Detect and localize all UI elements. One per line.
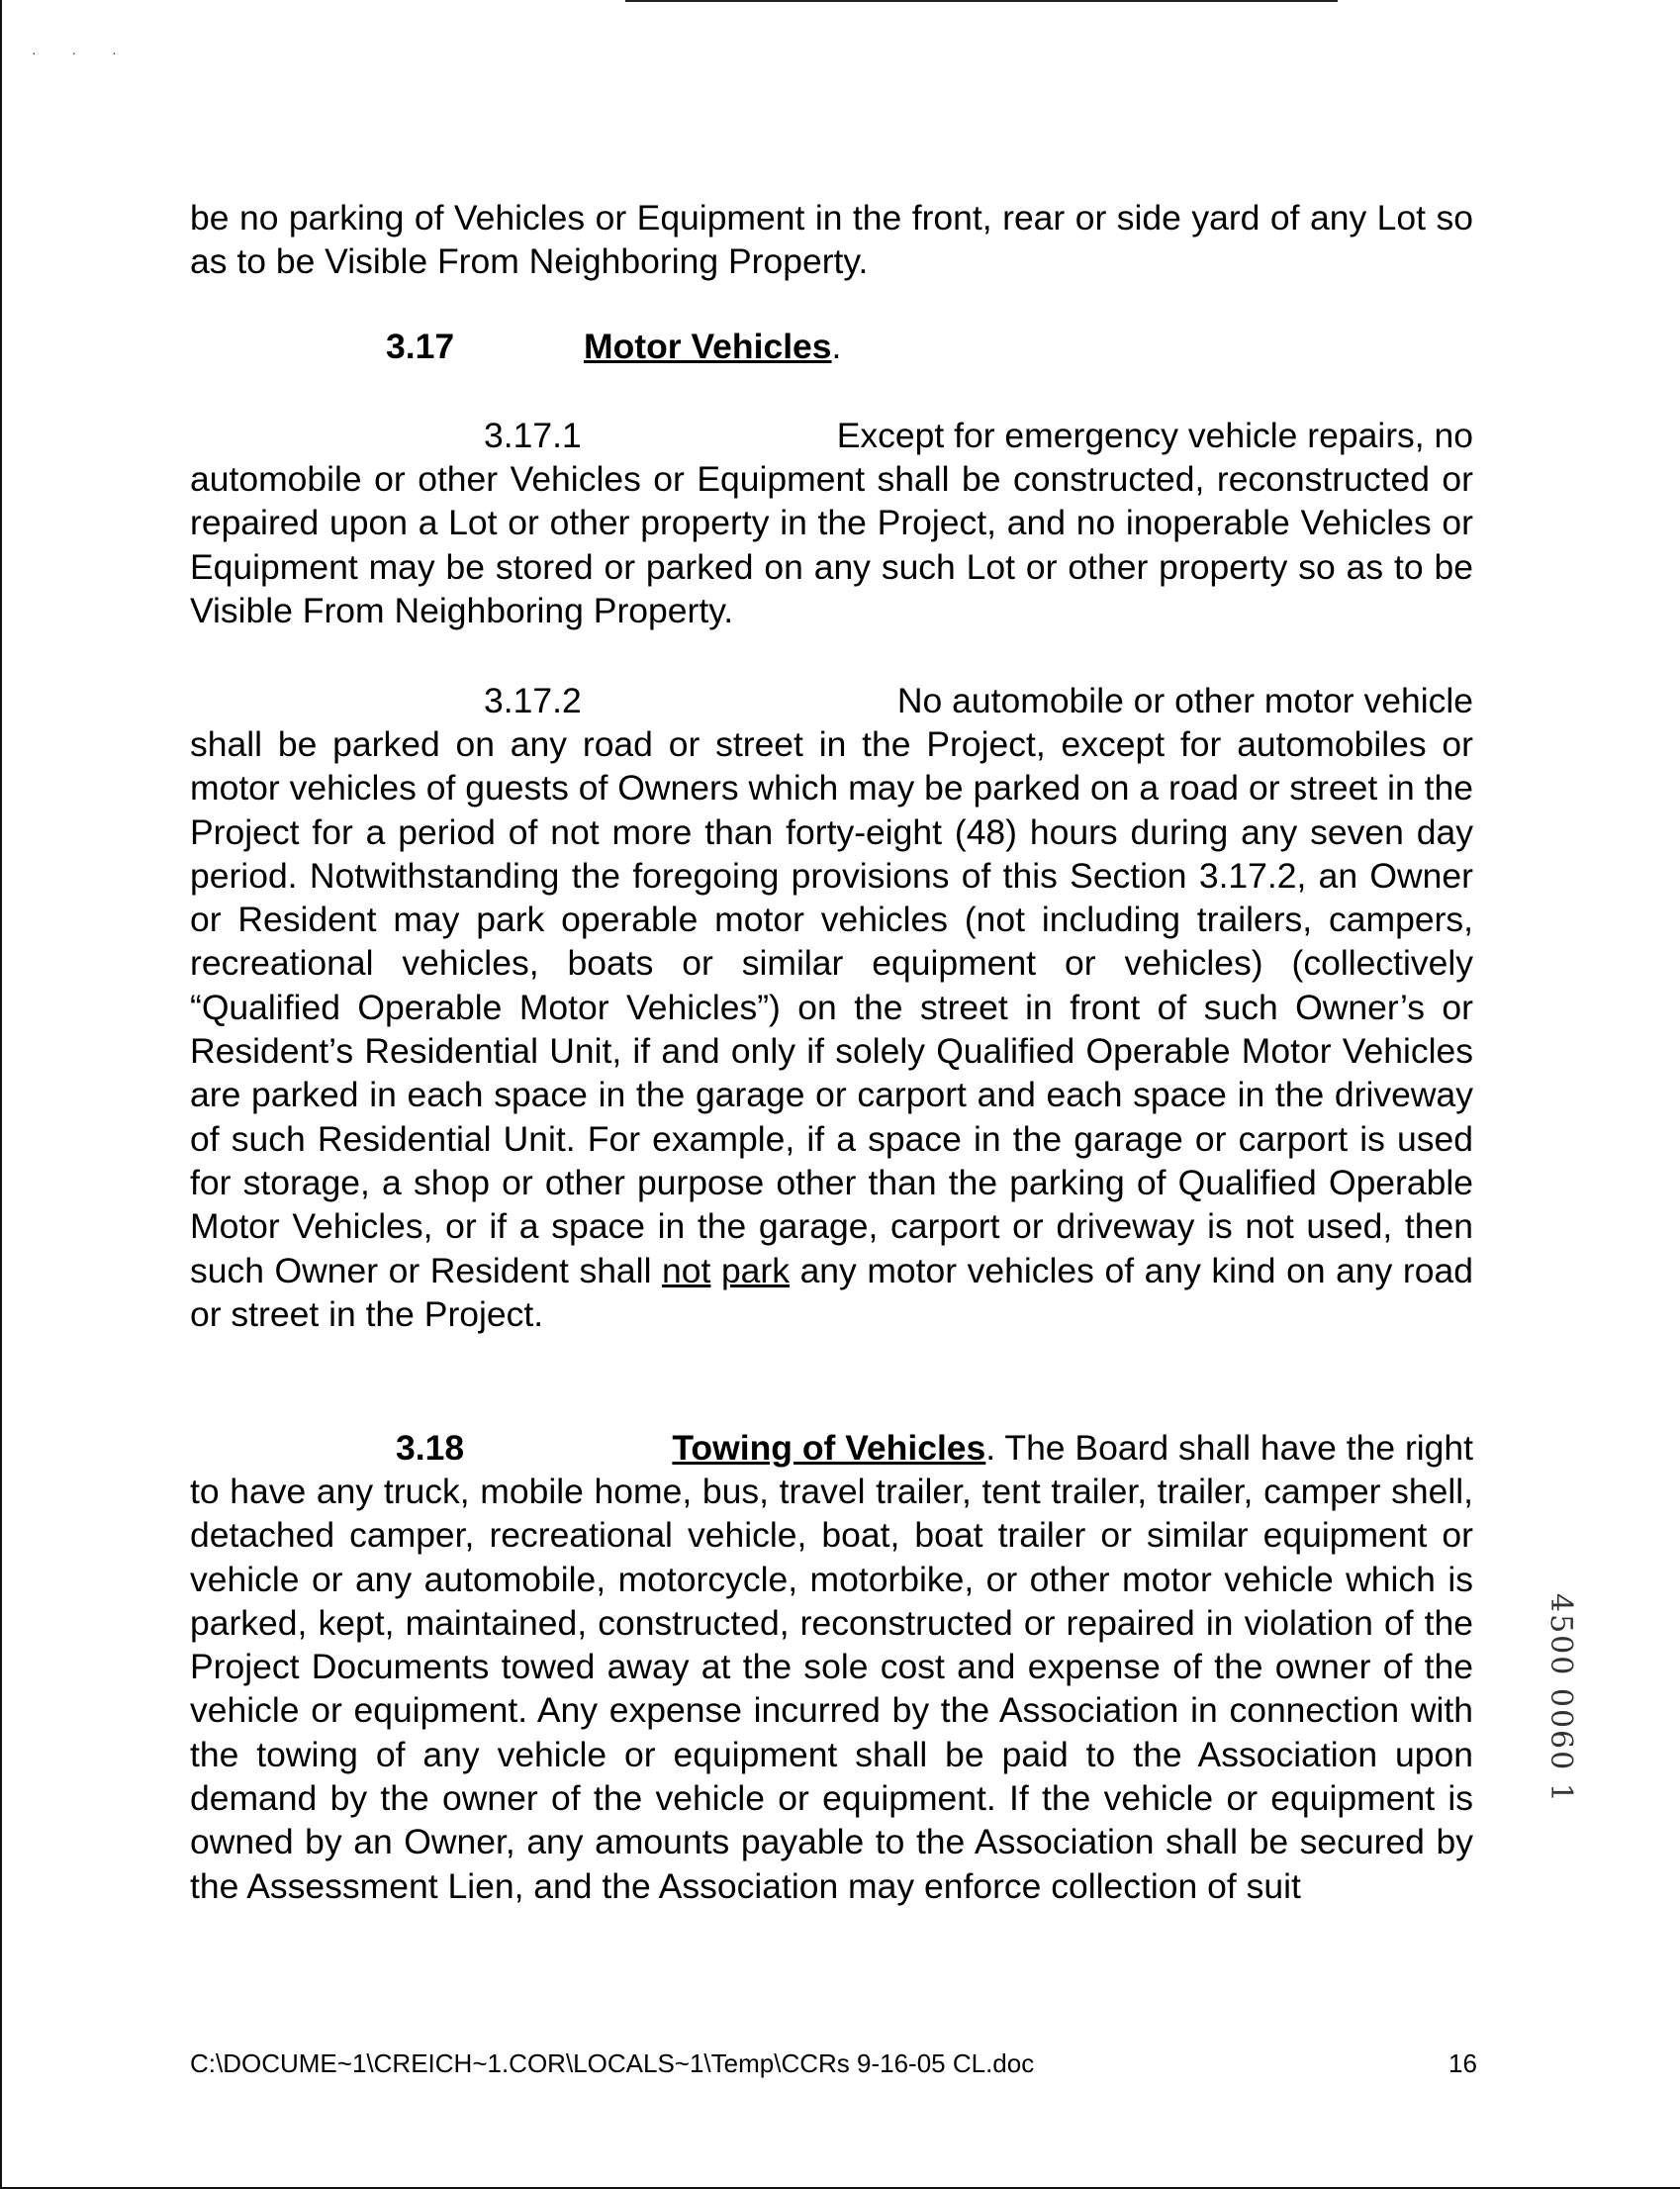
section-title: Motor Vehicles xyxy=(584,327,832,366)
section-number: 3.17 xyxy=(386,327,455,366)
section-title: Towing of Vehicles xyxy=(672,1428,986,1468)
continued-paragraph: be no parking of Vehicles or Equipment in the front, rear or side yard of any Lot so as to be Visible From Neighboring Property. xyxy=(190,198,1473,282)
section-title-period: . xyxy=(831,327,842,366)
footer-file-path: C:\DOCUME~1\CREICH~1.COR\LOCALS~1\Temp\CCRs 9-16-05 CL.doc xyxy=(190,2048,1035,2078)
scan-specks: · · · xyxy=(32,45,133,60)
underlined-not: not xyxy=(662,1250,711,1290)
subsection-first-line-text: Except for emergency vehicle repairs, no xyxy=(836,416,1473,455)
subsection-first-line-text: No automobile or other motor vehicle xyxy=(896,681,1473,720)
document-stamp xyxy=(1543,1593,1588,1870)
subsection-number: 3.17.2 xyxy=(484,681,582,720)
subsection-number: 3.17.1 xyxy=(484,416,582,455)
subsection-3-17-1-text: automobile or other Vehicles or Equipment shall be constructed, reconstructed or repaired upon a Lot or other property in the Project, and no inoperable Vehicles or Equipment may be stored or parked on any such Lot or other property so as to be Visible From Neighboring Property. xyxy=(190,459,1473,630)
text-run: any motor vehicles of any kind on any road or street in the Project. xyxy=(190,1250,1473,1334)
text-run: shall be parked on any road or street in the Project, except for automobiles or motor vehicles of guests of Owners which may be parked on a road or street in the Project for a period of not more than forty-eight (48) hours during any seven day period. Notwithstanding the foregoing provisions of this Section 3.17.2, an Owner or Resident may park operable motor vehicles (not including trailers, campers, recreational vehicles, boats or similar equipment or vehicles) (collectively “Qualified Operable Motor Vehicles”) on the street in front of such Owner’s or Resident’s Residential Unit, if and only if solely Qualified Operable Motor Vehicles are parked in each space in the garage or carport and each space in the driveway of such Residential Unit. For example, if a space in the garage or carport is used for storage, a shop or other purpose other than the parking of Qualified Operable Motor Vehicles, or if a space in the garage, carport or driveway is not used, then such Owner or Resident shall xyxy=(190,724,1473,1290)
page-number: 16 xyxy=(1448,2048,1477,2078)
scan-top-edge xyxy=(625,0,1338,2)
section-number: 3.18 xyxy=(396,1428,465,1468)
stamp-number: 4500 0060 1 xyxy=(1543,1593,1578,1804)
subsection-3-17-2-text xyxy=(190,722,1473,1336)
section-3-18-text: to have any truck, mobile home, bus, travel trailer, tent trailer, trailer, camper shell, detached camper, recreational vehicle, boat, boat trailer or similar equipment or vehicle or any automobile, motorcycle, motorbike, or other motor vehicle which is parked, kept, maintained, constructed, reconstructed or repaired in violation of the Project Documents towed away at the sole cost and expense of the owner of the vehicle or equipment. Any expense incurred by the Association in connection with the towing of any vehicle or equipment shall be paid to the Association upon demand by the owner of the vehicle or equipment. If the vehicle or equipment is owned by an Owner, any amounts payable to the Association shall be secured by the Assessment Lien, and the Association may enforce collection of suit xyxy=(190,1472,1473,1906)
section-first-line-wrap xyxy=(672,1426,1473,1470)
section-title-wrap xyxy=(584,325,841,368)
underlined-park: park xyxy=(720,1250,790,1290)
section-first-line-text: . The Board shall have the right xyxy=(985,1428,1473,1468)
